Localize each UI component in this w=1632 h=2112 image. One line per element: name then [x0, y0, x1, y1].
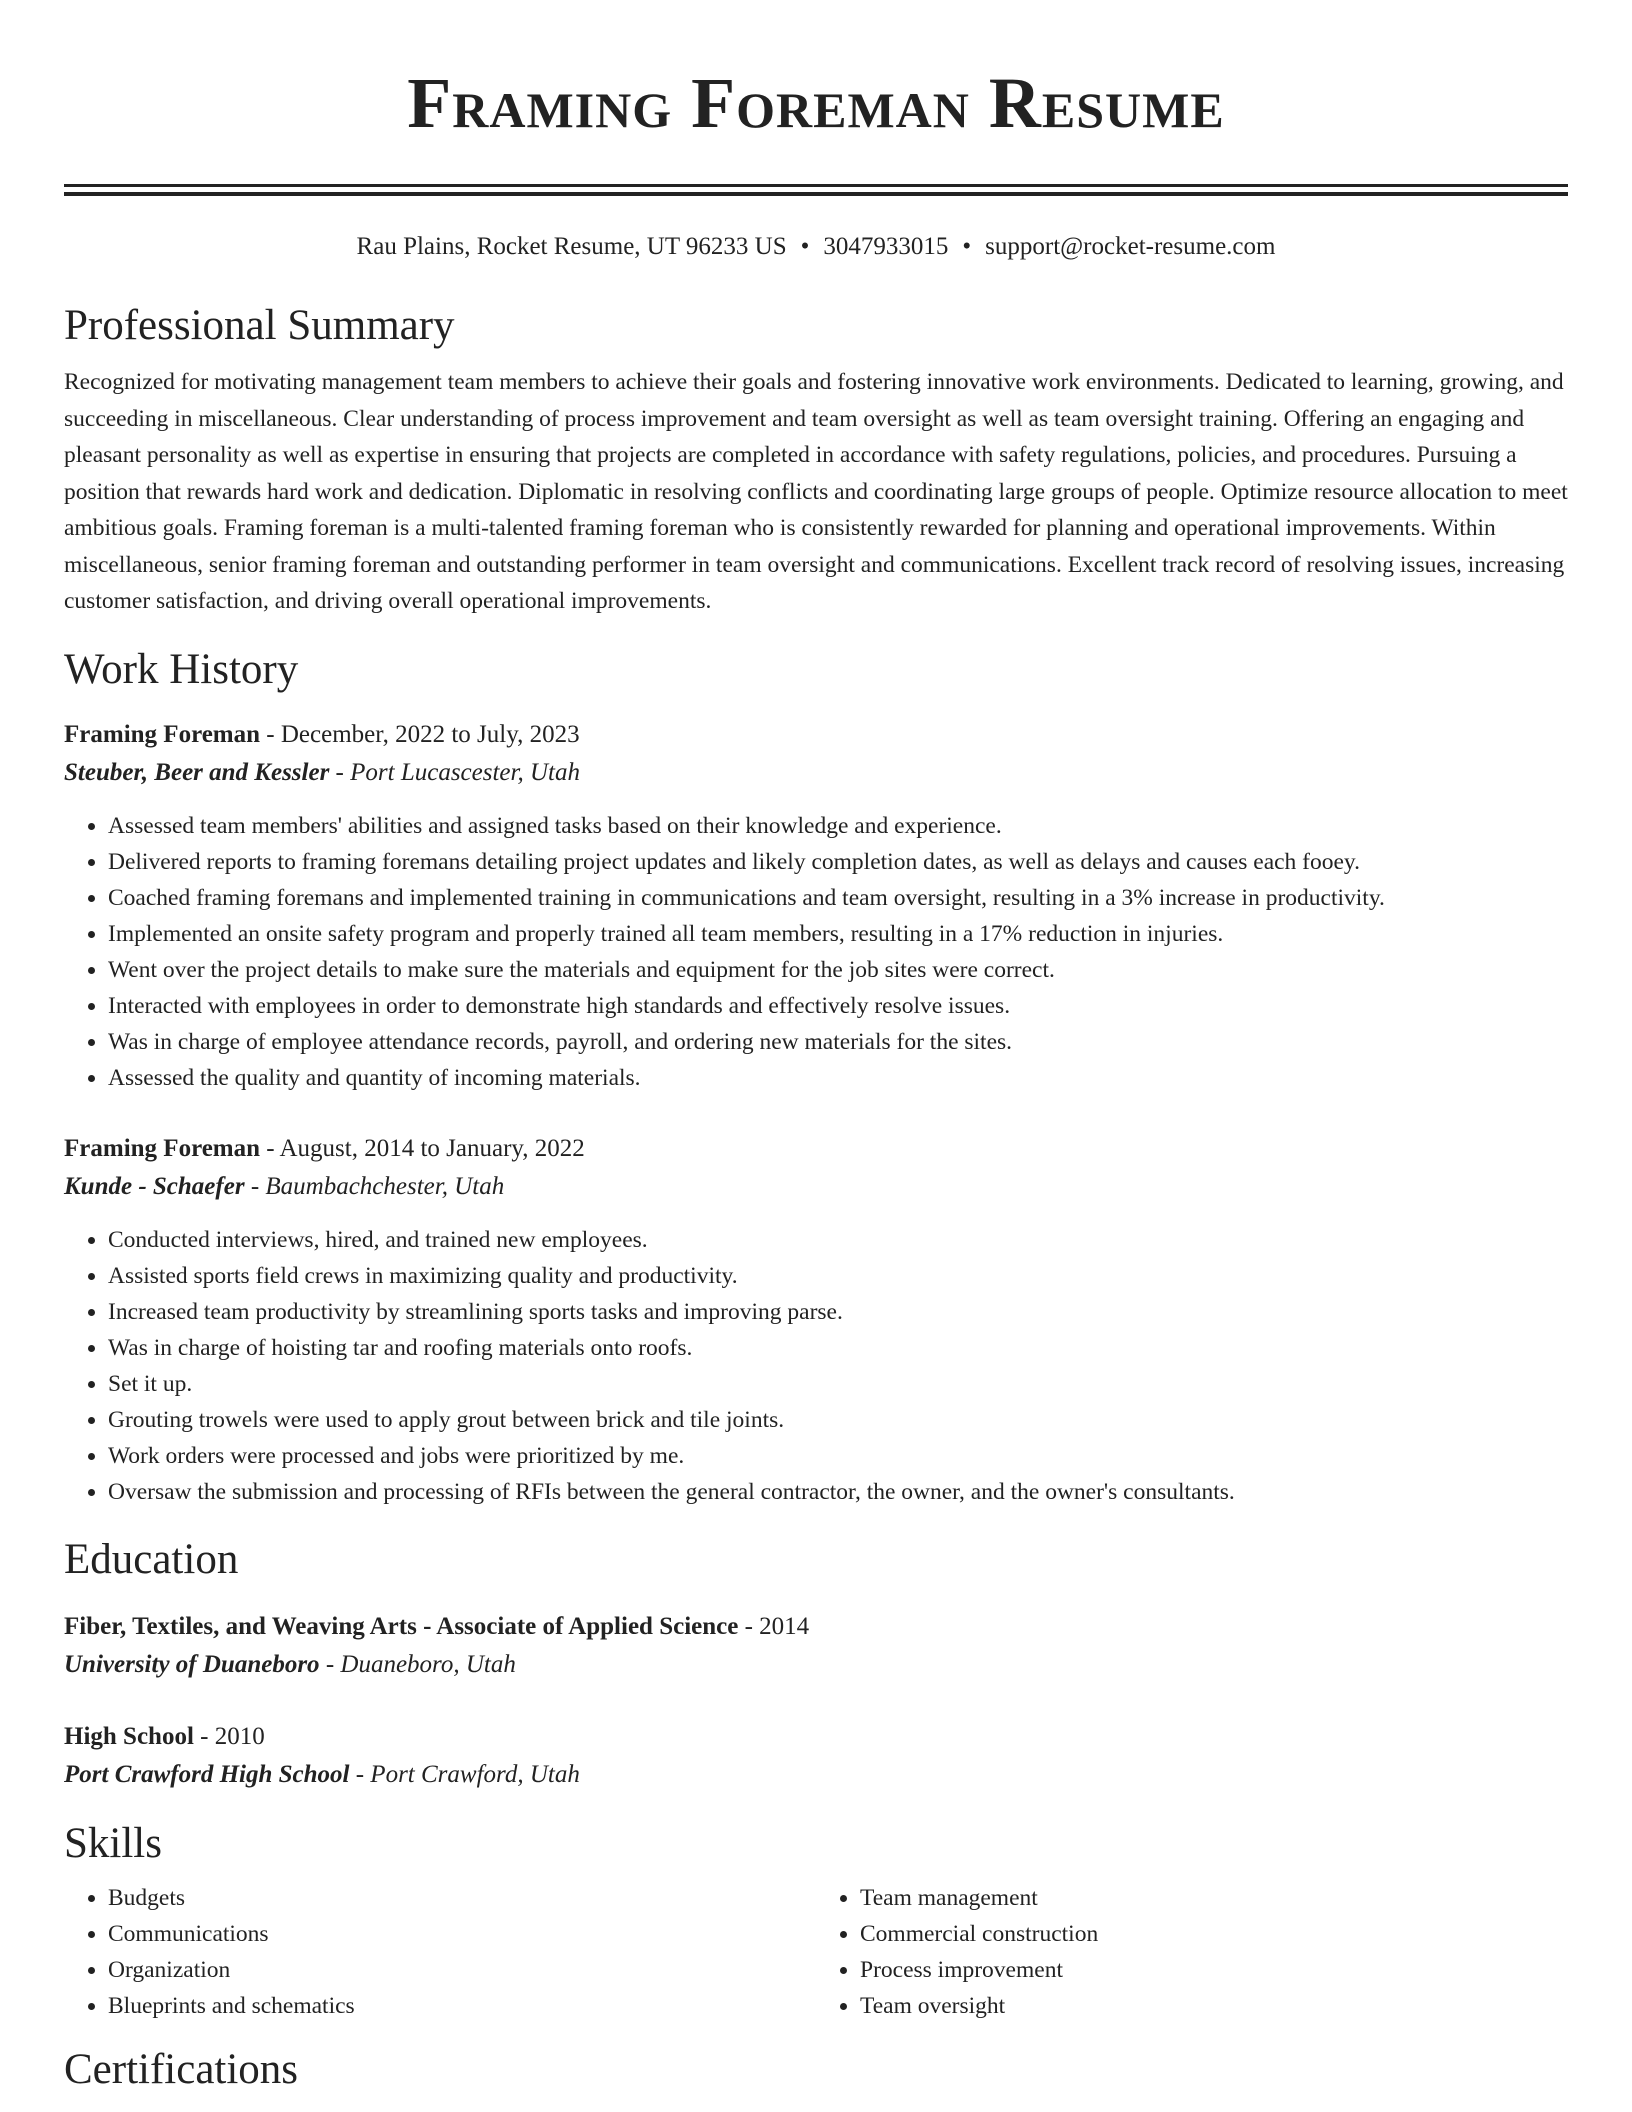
certifications-section: [64, 2042, 1568, 2098]
document-title: Framing Foreman Resume: [407, 63, 1225, 143]
job-dates: - December, 2022 to July, 2023: [260, 720, 580, 748]
education-entry: [64, 1718, 1568, 1794]
summary-heading: Professional Summary: [64, 302, 455, 349]
skill-item: • Budgets: [108, 1880, 816, 1916]
skills-list-right: [816, 1880, 1568, 2024]
job-title-line: [64, 716, 1568, 754]
job-title: Framing Foreman: [64, 1134, 261, 1162]
graduation-year: - 2010: [193, 1722, 265, 1750]
list-item: • Assisted sports field crews in maximizing quality and productivity.: [108, 1258, 1568, 1294]
skills-heading: Skills: [64, 1819, 162, 1867]
summary-section: [64, 298, 1568, 620]
job-dates: - August, 2014 to January, 2022: [260, 1134, 585, 1162]
education-section: [64, 1532, 1568, 1794]
degree: High School: [64, 1722, 194, 1750]
skills-list-left: [64, 1880, 816, 2024]
graduation-year: - 2014: [738, 1612, 810, 1640]
job-location: - Port Lucascester, Utah: [329, 758, 580, 786]
contact-separator: •: [800, 233, 810, 260]
list-item: • Delivered reports to framing foremans detailing project updates and likely completion dates, as well as delays and causes each fooey.: [108, 844, 1568, 880]
work-history-heading: Work History: [64, 645, 299, 693]
degree-line: [64, 1608, 1568, 1646]
list-item: • Coached framing foremans and implemented training in communications and team oversight, resulting in a 3% increase in productivity.: [108, 880, 1568, 916]
skill-item: • Process improvement: [860, 1952, 1568, 1988]
list-item: • Conducted interviews, hired, and trained new employees.: [108, 1222, 1568, 1258]
job-entry: [64, 1130, 1568, 1510]
education-heading: Education: [64, 1535, 239, 1583]
degree: Fiber, Textiles, and Weaving Arts - Associate of Applied Science: [64, 1612, 739, 1640]
job-duties-list: [64, 808, 1568, 1096]
list-item: • Interacted with employees in order to demonstrate high standards and effectively resolve issues.: [108, 988, 1568, 1024]
job-title: Framing Foreman: [64, 720, 261, 748]
list-item: • Implemented an onsite safety program and properly trained all team members, resulting in a 17% reduction in injuries.: [108, 916, 1568, 952]
list-item: • Increased team productivity by streamlining sports tasks and improving parse.: [108, 1294, 1568, 1330]
skill-item: • Team oversight: [860, 1988, 1568, 2024]
job-company: Kunde - Schaefer: [64, 1172, 245, 1200]
contact-email: support@rocket-resume.com: [985, 233, 1276, 260]
degree-line: [64, 1718, 1568, 1756]
list-item: • Oversaw the submission and processing of RFIs between the general contractor, the owner, and the owner's consultants.: [108, 1474, 1568, 1510]
job-company-line: [64, 1168, 1568, 1206]
school-name: University of Duaneboro: [64, 1650, 320, 1678]
school-line: [64, 1756, 1568, 1794]
skills-section: [64, 1816, 1568, 2024]
contact-phone: 3047933015: [823, 233, 949, 260]
contact-address: Rau Plains, Rocket Resume, UT 96233 US: [356, 233, 787, 260]
list-item: • Grouting trowels were used to apply grout between brick and tile joints.: [108, 1402, 1568, 1438]
skill-item: • Commercial construction: [860, 1916, 1568, 1952]
work-history-section: [64, 642, 1568, 1510]
skills-columns: [64, 1872, 1568, 2024]
list-item: • Was in charge of employee attendance records, payroll, and ordering new materials for the sites.: [108, 1024, 1568, 1060]
title-divider: [64, 184, 1568, 196]
job-entry: [64, 716, 1568, 1096]
contact-separator: •: [962, 233, 972, 260]
contact-line: [64, 230, 1568, 264]
school-location: - Port Crawford, Utah: [349, 1760, 580, 1788]
job-title-line: [64, 1130, 1568, 1168]
certifications-heading: Certifications: [64, 2045, 299, 2093]
summary-text: Recognized for motivating management team members to achieve their goals and fostering innovative work environments. Dedicated to learning, growing, and succeeding in miscellaneous. Clear understanding of process improvement and team oversight as well as team oversight training. Offering an engaging and pleasant personality as well as expertise in ensuring that projects are completed in accordance with safety regulations, policies, and procedures. Pursuing a position that rewards hard work and dedication. Diplomatic in resolving conflicts and coordinating large groups of people. Optimize resource allocation to meet ambitious goals. Framing foreman is a multi-talented framing foreman who is consistently rewarded for planning and operational improvements. Within miscellaneous, senior framing foreman and outstanding performer in team oversight and communications. Excellent track record of resolving issues, increasing customer satisfaction, and driving overall operational improvements.: [64, 369, 1568, 614]
school-line: [64, 1646, 1568, 1684]
job-company: Steuber, Beer and Kessler: [64, 758, 330, 786]
school-name: Port Crawford High School: [64, 1760, 350, 1788]
list-item: • Set it up.: [108, 1366, 1568, 1402]
skill-item: • Organization: [108, 1952, 816, 1988]
skill-item: • Communications: [108, 1916, 816, 1952]
job-company-line: [64, 754, 1568, 792]
list-item: • Work orders were processed and jobs were prioritized by me.: [108, 1438, 1568, 1474]
school-location: - Duaneboro, Utah: [319, 1650, 516, 1678]
list-item: • Assessed the quality and quantity of incoming materials.: [108, 1060, 1568, 1096]
list-item: • Assessed team members' abilities and assigned tasks based on their knowledge and experience.: [108, 808, 1568, 844]
list-item: • Was in charge of hoisting tar and roofing materials onto roofs.: [108, 1330, 1568, 1366]
education-entry: [64, 1608, 1568, 1684]
skill-item: • Team management: [860, 1880, 1568, 1916]
skill-item: • Blueprints and schematics: [108, 1988, 816, 2024]
list-item: • Went over the project details to make sure the materials and equipment for the job sites were correct.: [108, 952, 1568, 988]
job-location: - Baumbachchester, Utah: [244, 1172, 505, 1200]
job-duties-list: [64, 1222, 1568, 1510]
